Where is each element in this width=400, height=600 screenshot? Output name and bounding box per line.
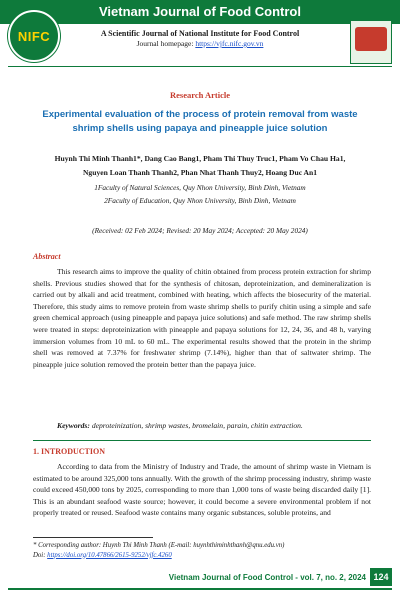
- article-type: Research Article: [169, 90, 231, 100]
- introduction-text: According to data from the Ministry of Industry and Trade, the amount of shrimp waste in Vietnam is estimated to be around 325,000 tons annually. With the growth of the shrimp processing industry, shrimp waste could exceed 450,000 tons by 2025, corresponding to more than 1,000 tons of waste being discarded daily [1]. This is an abundant seafood waste source; however, it could become a severe environmental problem if not properly treated or reused. Seafood waste contains many organic substances, soluble proteins, and: [33, 462, 371, 518]
- journal-subtitle: A Scientific Journal of National Institute for Food Control: [100, 29, 300, 38]
- journal-homepage: [0, 39, 400, 48]
- footnote-divider: [33, 537, 153, 538]
- keywords-label: Keywords:: [57, 421, 90, 430]
- page-number: 124: [370, 568, 392, 586]
- journal-header: [0, 0, 400, 72]
- journal-cover-image: [350, 10, 392, 64]
- cover-picture: [355, 27, 387, 51]
- section-heading-introduction: 1. INTRODUCTION: [33, 447, 106, 456]
- affiliation-2: 2Faculty of Education, Quy Nhon University, Binh Dinh, Vietnam: [104, 196, 296, 205]
- author-list: [20, 152, 380, 180]
- doi-label: Doi:: [33, 551, 48, 559]
- keywords: [33, 420, 371, 432]
- footnote: [33, 541, 378, 560]
- logo-text: NIFC: [17, 28, 51, 44]
- authors-line-2: Nguyen Loan Thanh Thanh2, Phan Nhat Thanh Thuy2, Hoang Duc An1: [82, 168, 318, 177]
- affiliation-1: 1Faculty of Natural Sciences, Quy Nhon University, Binh Dinh, Vietnam: [94, 183, 306, 192]
- keywords-list: deproteinization, shrimp wastes, bromelain, parain, chitin extraction.: [91, 421, 303, 430]
- authors-line-1: Huynh Thi Minh Thanh1*, Dang Cao Bang1, Pham Thi Thuy Truc1, Pham Vo Chau Ha1,: [54, 154, 346, 163]
- doi-line: [33, 551, 378, 561]
- article-title: Experimental evaluation of the process of protein removal from waste shrimp shells using papaya and pineapple juice solution: [42, 109, 358, 134]
- homepage-link[interactable]: https://vjfc.nifc.gov.vn: [195, 39, 264, 48]
- abstract-text: This research aims to improve the quality of chitin obtained from process protein extraction for shrimp shells. Previous studies showed that for the synthesis of chitosan, deproteinization, and demineralization is carried out by alkali and acid treatment, combined with heating, which affects the biosecurity of the material. Therefore, this study aims to remove protein from waste shrimp shells to purify chitin using a simple and safe green chemical approach (using pineapple and papaya juice solutions) and safe method. The raw shrimp shells were treated in steps: deproteinization with pineapple and papaya solutions for 12, 24, 36, and 48 h, varying immersion volumes from 10 mL to 60 mL. The experimental results showed that the protein in the shrimp shell was removed at 7.37% for freshwater shrimp (7.14%), higher than that of saltwater shrimp. The pineapple juice solution removed the protein better than the papaya juice.: [33, 267, 371, 369]
- abstract-heading: Abstract: [33, 252, 61, 261]
- header-divider: [8, 66, 392, 67]
- homepage-label: Journal homepage:: [136, 39, 196, 48]
- cover-band: [351, 11, 391, 21]
- footer-rule: [8, 588, 392, 590]
- article-dates: (Received: 02 Feb 2024; Revised: 20 May 2024; Accepted: 20 May 2024): [92, 226, 308, 235]
- section-divider: [33, 440, 371, 441]
- journal-name: Vietnam Journal of Food Control: [99, 4, 301, 19]
- corresponding-author-note: * Corresponding author: Huynh Thi Minh Thanh (E-mail: huynhthiminhthanh@qnu.edu.vn): [33, 542, 285, 549]
- footer-journal-citation: Vietnam Journal of Food Control - vol. 7, no. 2, 2024: [168, 573, 366, 582]
- doi-link[interactable]: https://doi.org/10.47866/2615-9252/vjfc.4260: [47, 551, 172, 559]
